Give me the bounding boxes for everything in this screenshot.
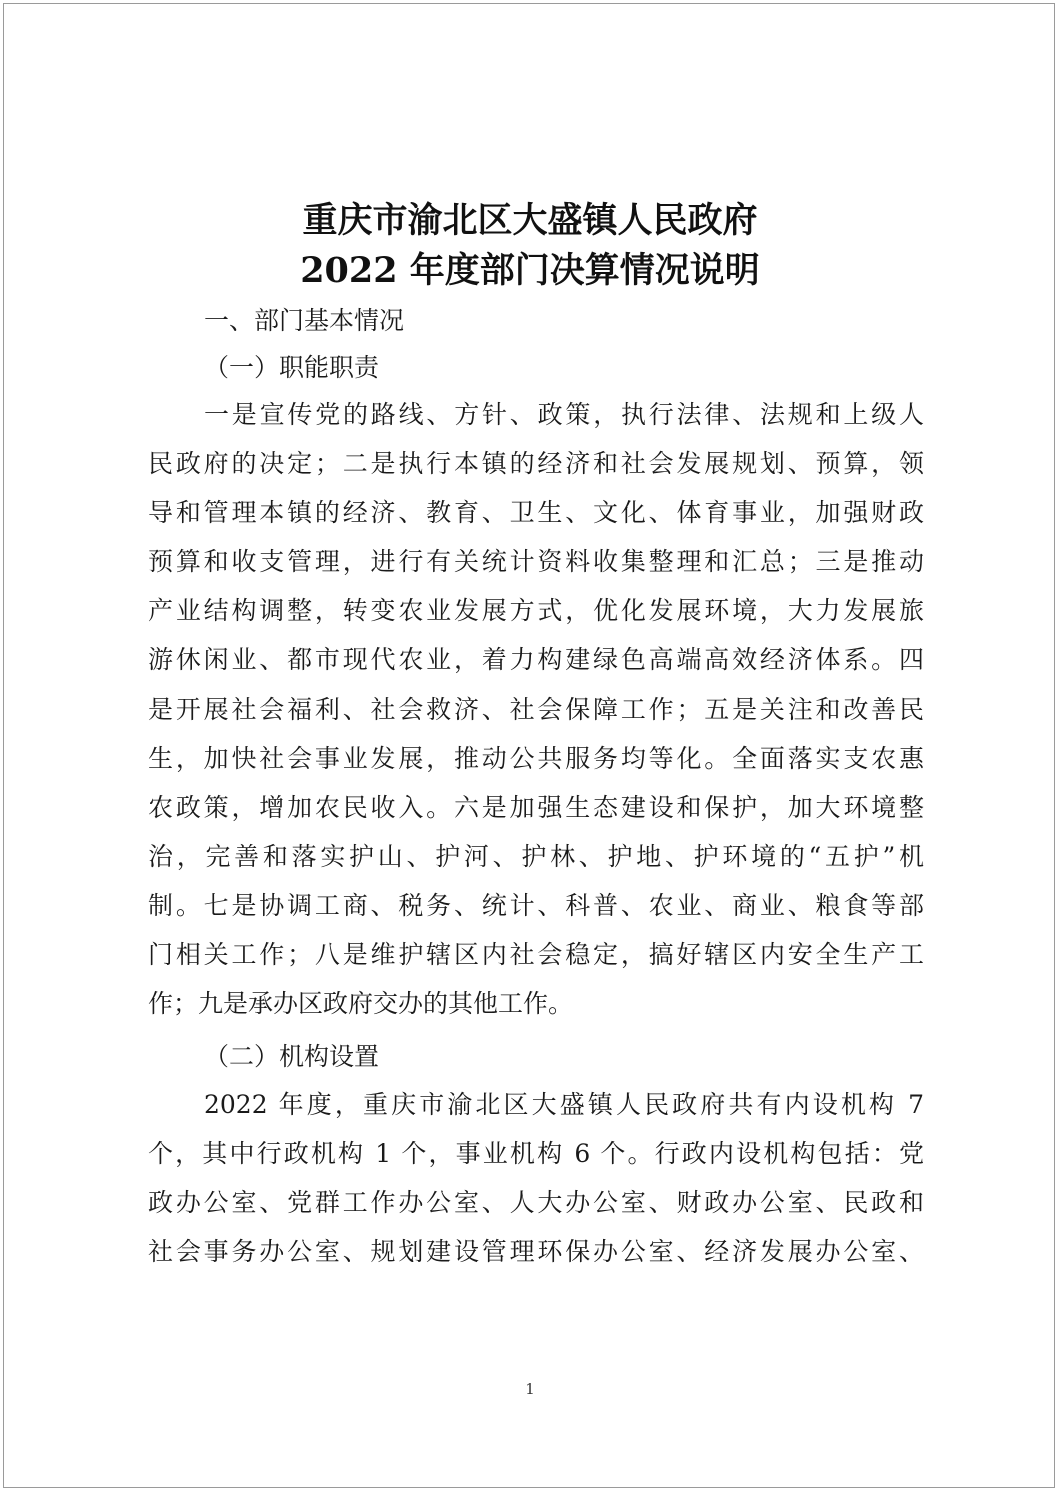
paragraph-line: 门相关工作；八是维护辖区内社会稳定，搞好辖区内安全生产工 [148,940,924,970]
paragraph-line: 治，完善和落实护山、护河、护林、护地、护环境的“五护”机 [148,841,924,871]
paragraph-line: 生，加快社会事业发展，推动公共服务均等化。全面落实支农惠 [148,743,924,773]
paragraph-line: 2022 年度，重庆市渝北区大盛镇人民政府共有内设机构 7 [204,1090,924,1119]
subsection-1-heading: （一）职能职责 [204,353,380,382]
paragraph-line: 制。七是协调工商、税务、统计、科普、农业、商业、粮食等部 [148,890,924,920]
paragraph-line: 产业结构调整，转变农业发展方式，优化发展环境，大力发展旅 [148,596,924,626]
paragraph-organization [148,1080,924,1276]
paragraph-line: 预算和收支管理，进行有关统计资料收集整理和汇总；三是推动 [148,547,924,577]
document-title-line-2: 2022 年度部门决算情况说明 [300,250,760,291]
paragraph-line: 作；九是承办区政府交办的其他工作。 [148,989,574,1019]
paragraph-line: 一是宣传党的路线、方针、政策，执行法律、法规和上级人 [204,400,924,429]
paragraph-line: 是开展社会福利、社会救济、社会保障工作；五是关注和改善民 [148,694,924,724]
paragraph-line: 政办公室、党群工作办公室、人大办公室、财政办公室、民政和 [148,1188,924,1218]
paragraph-line: 个，其中行政机构 1 个，事业机构 6 个。行政内设机构包括：党 [148,1139,924,1169]
page-number: 1 [525,1380,535,1398]
paragraph-functions [148,390,924,1028]
paragraph-line: 导和管理本镇的经济、教育、卫生、文化、体育事业，加强财政 [148,498,924,528]
paragraph-line: 社会事务办公室、规划建设管理环保办公室、经济发展办公室、 [148,1237,924,1267]
paragraph-line: 游休闲业、都市现代农业，着力构建绿色高端高效经济体系。四 [148,645,924,675]
paragraph-line: 民政府的决定；二是执行本镇的经济和社会发展规划、预算，领 [148,449,924,479]
subsection-2-heading: （二）机构设置 [204,1042,380,1071]
document-title-line-1: 重庆市渝北区大盛镇人民政府 [302,200,758,241]
section-1-heading: 一、部门基本情况 [204,306,405,335]
paragraph-line: 农政策，增加农民收入。六是加强生态建设和保护，加大环境整 [148,792,924,822]
